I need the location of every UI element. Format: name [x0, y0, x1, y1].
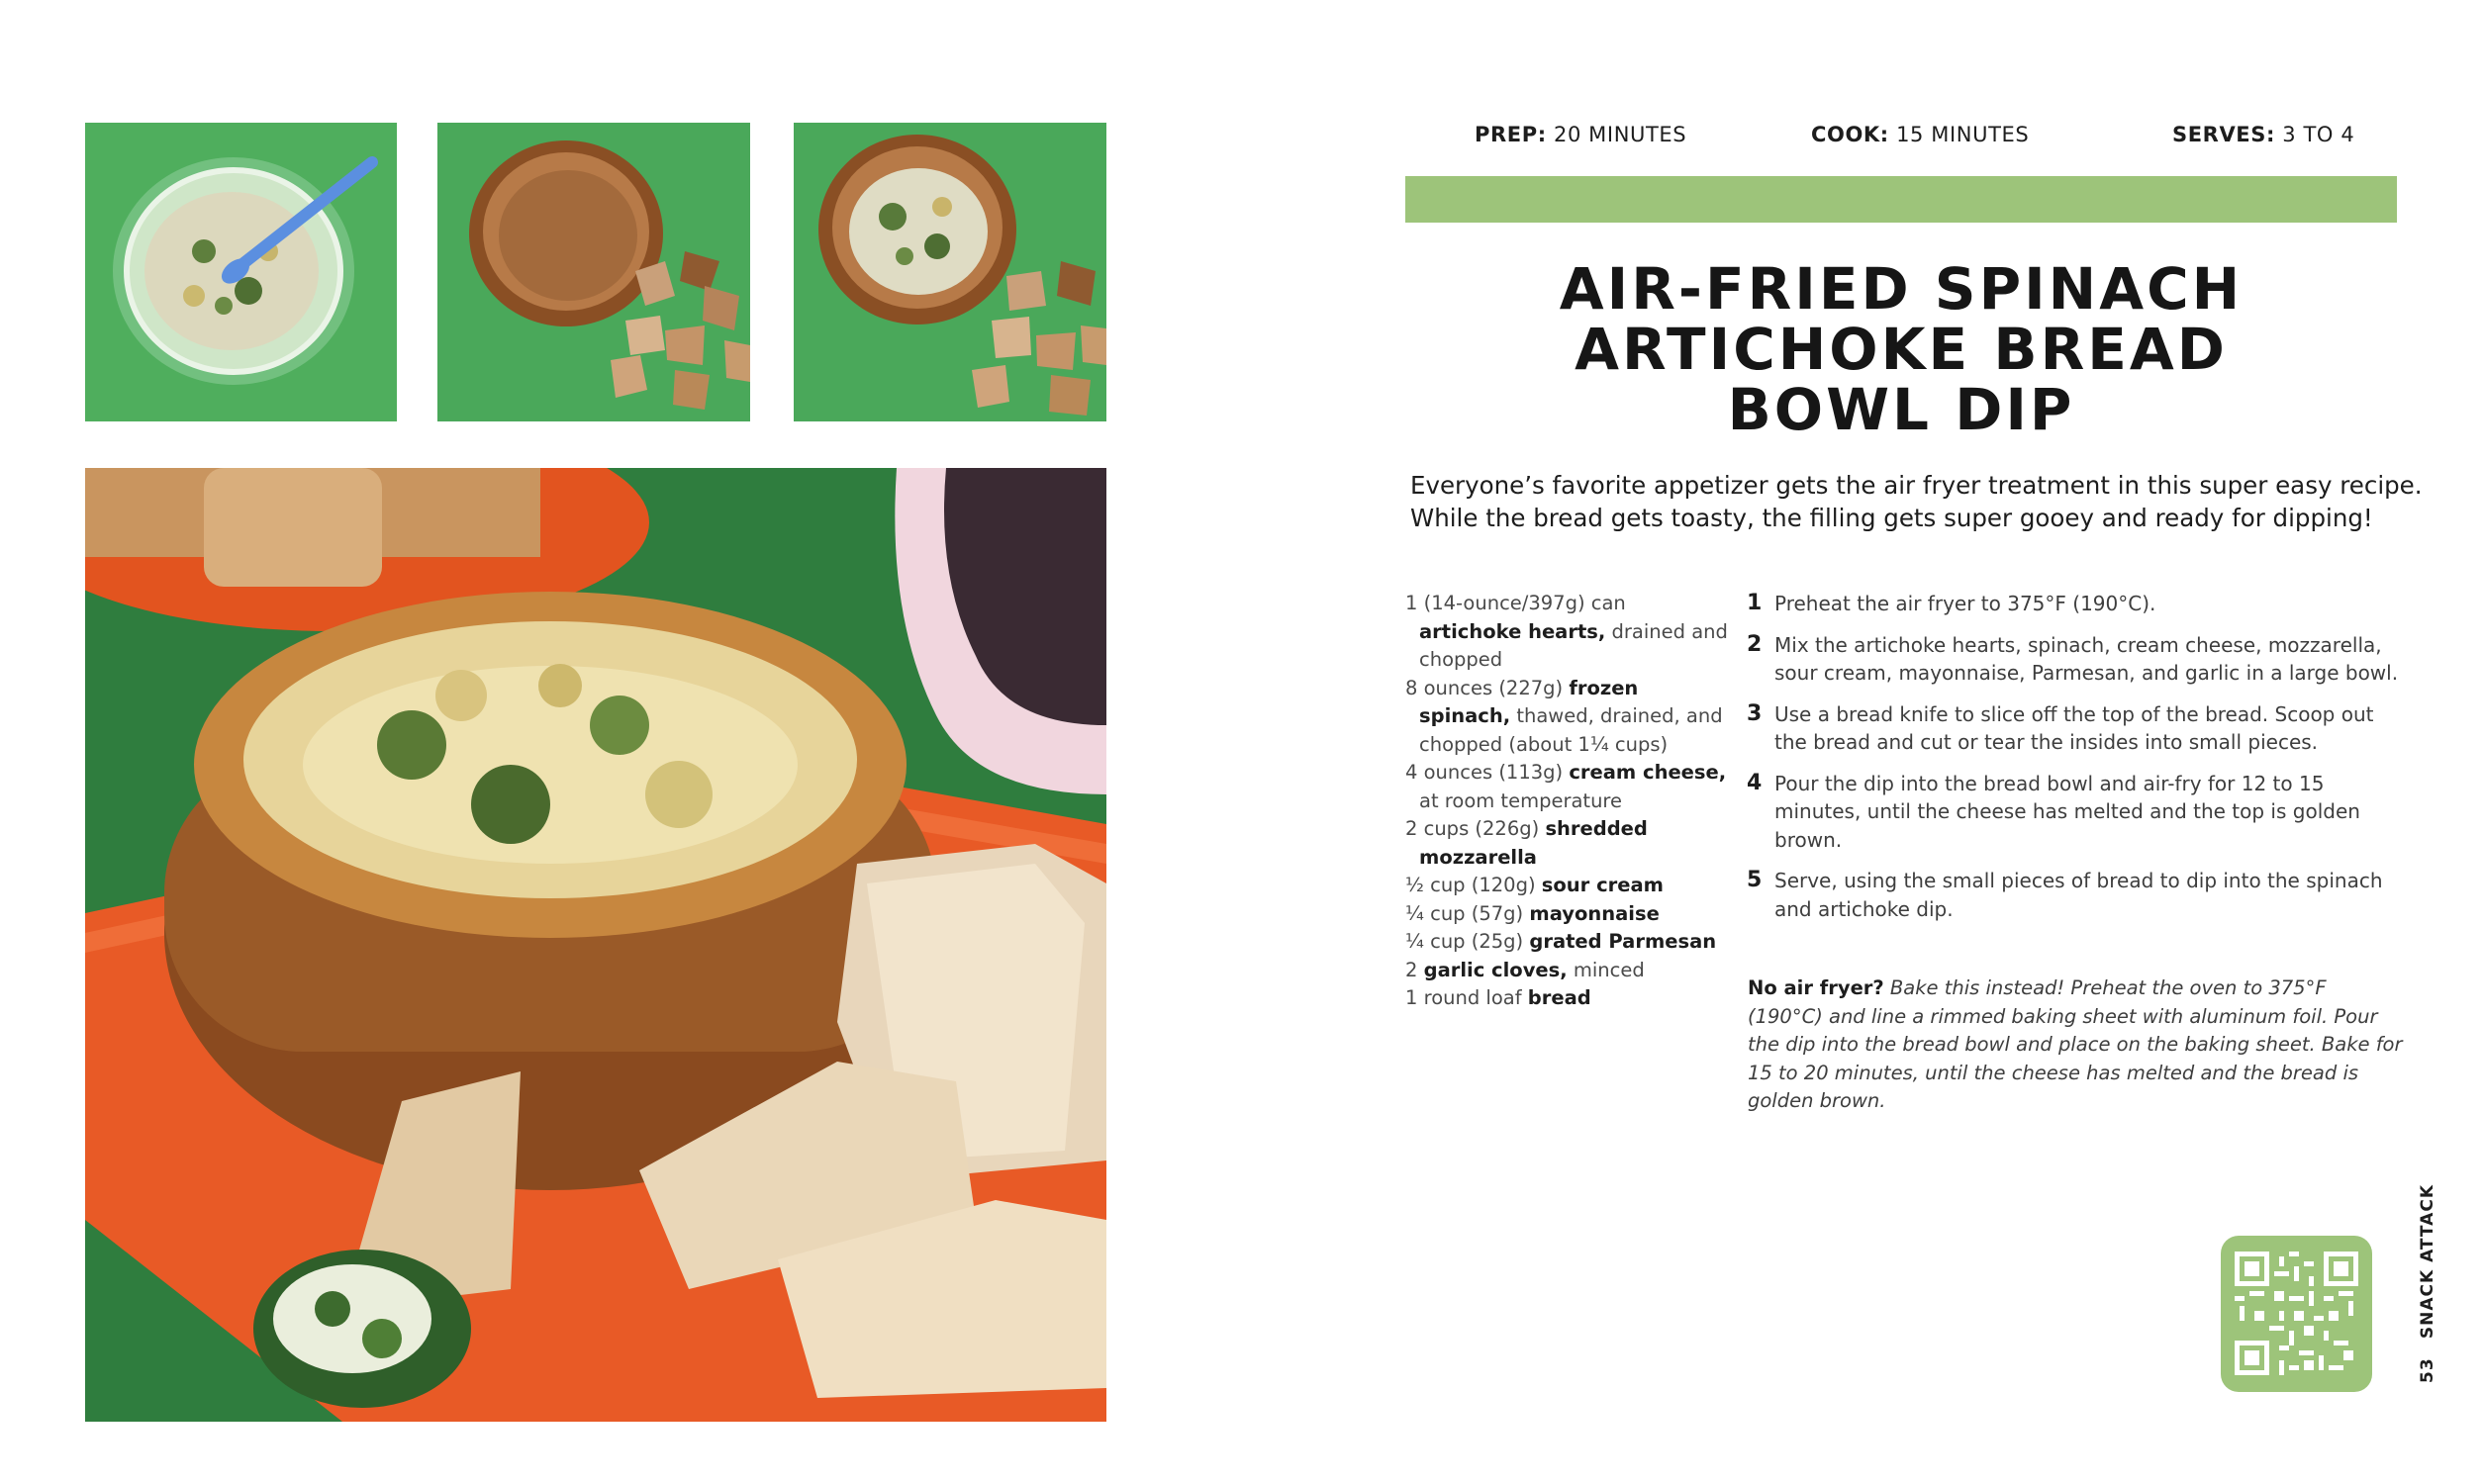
step-number: 5: [1747, 868, 1763, 892]
title-divider-band: [1405, 176, 2397, 223]
recipe-meta-row: [1405, 123, 2397, 152]
step-number: 2: [1747, 631, 1763, 657]
prep-time: [1475, 123, 1686, 146]
step-text: Mix the artichoke hearts, spinach, cream cheese, mozzarella, sour cream, mayonnaise, Parmesan, and garlic in a large bowl.: [1774, 632, 2399, 685]
instruction-step: [1747, 700, 2412, 757]
instruction-step: [1747, 590, 2412, 618]
photo-hollowed-bread: [437, 123, 750, 421]
servings: [2172, 123, 2354, 146]
qr-code-icon: [2235, 1252, 2358, 1375]
ingredient-item: ½ cup (120g) sour cream: [1405, 874, 1664, 896]
section-name: SNACK ATTACK: [2418, 1184, 2437, 1340]
ingredient-item: 2 garlic cloves, minced: [1405, 958, 1645, 981]
title-line-3: BOWL DIP: [1727, 376, 2075, 443]
step-number: 1: [1747, 591, 1763, 615]
instruction-step: [1747, 867, 2412, 923]
step-number: 4: [1747, 770, 1763, 795]
cook-label: COOK:: [1811, 123, 1889, 146]
prep-label: PREP:: [1475, 123, 1547, 146]
step-text: Preheat the air fryer to 375°F (190°C).: [1774, 592, 2156, 615]
ingredient-item: 8 ounces (227g) frozen spinach, thawed, drained, and chopped (about 1¼ cups): [1405, 676, 1723, 756]
recipe-title: [1405, 255, 2397, 443]
title-line-1: AIR-FRIED SPINACH: [1559, 255, 2244, 323]
step-text: Pour the dip into the bread bowl and air-fry for 12 to 15 minutes, until the cheese has melted and the top is golden brown.: [1774, 771, 2360, 852]
photo-mixing-bowl: [85, 123, 397, 421]
title-line-2: ARTICHOKE BREAD: [1575, 316, 2228, 383]
ingredient-item: 2 cups (226g) shredded mozzarella: [1405, 817, 1648, 869]
ingredients-list: [1405, 590, 1732, 1013]
intro-line-2: While the bread gets toasty, the filling gets super gooey and ready for dipping!: [1410, 504, 2373, 532]
alternative-method-note: [1748, 974, 2406, 1116]
step-text: Serve, using the small pieces of bread to dip into the spinach and artichoke dip.: [1774, 869, 2383, 921]
step-number: 3: [1747, 700, 1763, 726]
serves-label: SERVES:: [2172, 123, 2275, 146]
instruction-step: [1747, 770, 2412, 855]
page-folio: [2408, 1184, 2437, 1395]
cook-value: 15 MINUTES: [1896, 123, 2030, 146]
instruction-step: [1747, 631, 2412, 688]
page-number: 53: [2418, 1357, 2437, 1383]
instructions-list: [1747, 590, 2412, 936]
note-lead: No air fryer?: [1748, 976, 1884, 999]
prep-value: 20 MINUTES: [1553, 123, 1687, 146]
recipe-intro: [1410, 469, 2423, 534]
ingredient-item: 4 ounces (113g) cream cheese, at room temperature: [1405, 761, 1727, 812]
intro-line-1: Everyone’s favorite appetizer gets the air fryer treatment in this super easy recipe.: [1410, 471, 2423, 500]
photo-filled-bread-bowl: [794, 123, 1106, 421]
note-text: Bake this instead! Preheat the oven to 375°F (190°C) and line a rimmed baking sheet with aluminum foil. Pour the dip into the bread bowl and place on the baking sheet. Bake for 15 to 20 minutes, until the cheese has melted and the bread is golden brown.: [1748, 976, 2403, 1112]
serves-value: 3 TO 4: [2282, 123, 2355, 146]
cook-time: [1811, 123, 2029, 146]
photo-hero-bread-bowl-dip: [85, 468, 1106, 1422]
ingredient-item: 1 round loaf bread: [1405, 986, 1591, 1009]
ingredient-item: ¼ cup (57g) mayonnaise: [1405, 901, 1660, 925]
folio-text: [2418, 1184, 2437, 1383]
qr-code[interactable]: [2221, 1236, 2372, 1392]
ingredient-item: ¼ cup (25g) grated Parmesan: [1405, 930, 1717, 953]
step-text: Use a bread knife to slice off the top of the bread. Scoop out the bread and cut or tear the insides into small pieces.: [1774, 701, 2374, 754]
ingredient-item: 1 (14-ounce/397g) can artichoke hearts, drained and chopped: [1405, 592, 1728, 671]
